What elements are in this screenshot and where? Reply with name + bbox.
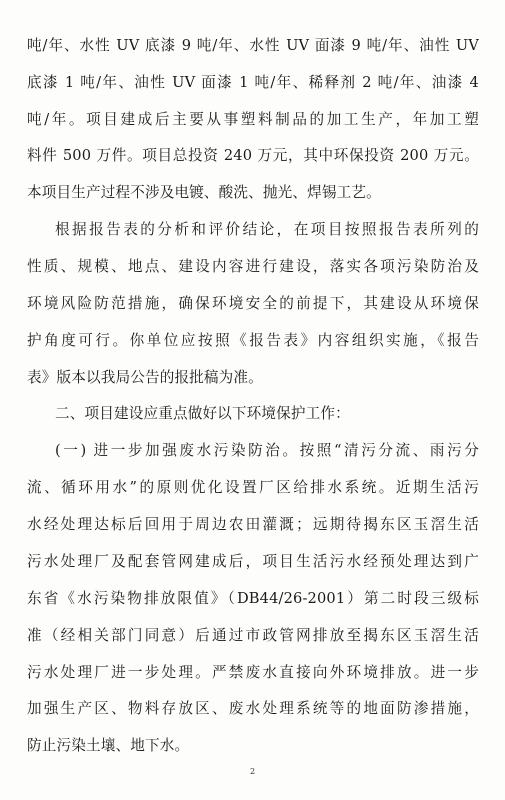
page-number: 2 — [249, 767, 256, 776]
text-line: 东省《水污染物排放限值》（DB44/26-2001）第二时段三级标 — [27, 590, 479, 607]
paragraph-first-line: (一) 进一步加强废水污染防治。按照“清污分流、雨污分 — [55, 442, 479, 459]
text-line: 吨/年、水性 UV 底漆 9 吨/年、水性 UV 面漆 9 吨/年、油性 UV — [27, 37, 479, 54]
paragraph-first-line: 根据报告表的分析和评价结论，在项目按照报告表所列的 — [55, 221, 479, 238]
text-line: 料件 500 万件。项目总投资 240 万元，其中环保投资 200 万元。 — [27, 147, 479, 164]
text-line: 护角度可行。你单位应按照《报告表》内容组织实施，《报告 — [27, 332, 479, 349]
section-heading: 二、项目建设应重点做好以下环境保护工作： — [55, 405, 350, 422]
text-line: 表》版本以我局公告的报批稿为准。 — [27, 369, 263, 386]
text-line: 防止污染土壤、地下水。 — [27, 737, 190, 754]
text-line: 环境风险防范措施，确保环境安全的前提下，其建设从环境保 — [27, 295, 479, 312]
text-line: 污水处理厂进一步处理。严禁废水直接向外环境排放。进一步 — [27, 664, 479, 681]
text-line: 底漆 1 吨/年、油性 UV 面漆 1 吨/年、稀释剂 2 吨/年、油漆 4 — [27, 74, 479, 91]
text-line: 准（经相关部门同意）后通过市政管网排放至揭东区玉滘生活 — [27, 627, 479, 644]
text-line: 污水处理厂及配套管网建成后，项目生活污水经预处理达到广 — [27, 553, 479, 570]
text-line: 吨/年。项目建成后主要从事塑料制品的加工生产，年加工塑 — [27, 111, 479, 128]
text-line: 流、循环用水”的原则优化设置厂区给排水系统。近期生活污 — [27, 479, 479, 496]
text-line: 本项目生产过程不涉及电镀、酸洗、抛光、焊锡工艺。 — [27, 184, 381, 201]
text-line: 性质、规模、地点、建设内容进行建设，落实各项污染防治及 — [27, 258, 479, 275]
text-line: 水经处理达标后回用于周边农田灌溉；远期待揭东区玉滘生活 — [27, 516, 479, 533]
text-line: 加强生产区、物料存放区、废水处理系统等的地面防渗措施， — [27, 700, 479, 717]
